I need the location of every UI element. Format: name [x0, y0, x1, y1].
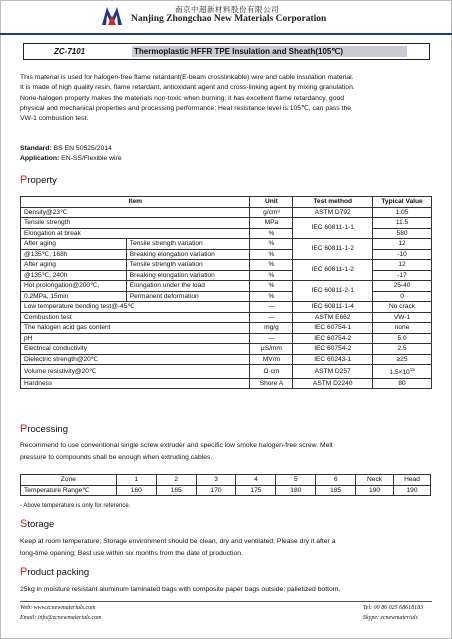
- item-cell: Tensile strength: [21, 218, 250, 229]
- processing-heading: [20, 423, 68, 435]
- value-cell: 12: [373, 260, 432, 271]
- temperature-footnote: - Above temperature is only for reference.: [20, 503, 131, 509]
- method-cell: ASTM E662: [293, 312, 373, 323]
- sub-item-cell: Tensile strength variation: [126, 260, 250, 271]
- company-logo-icon: [100, 5, 124, 27]
- standard-value: BS EN 50525/2014: [53, 145, 112, 152]
- storage-heading: [20, 518, 54, 530]
- unit-cell: mg/g: [250, 323, 293, 334]
- heading-initial: P: [20, 174, 28, 186]
- table-row: [21, 333, 432, 344]
- item-cell: Hardness: [21, 378, 250, 389]
- property-heading: [20, 174, 57, 186]
- heading-initial: P: [20, 423, 28, 435]
- method-cell: IEC 60811-2-1: [293, 281, 373, 302]
- item-cell: Electrical conductivity: [21, 344, 250, 355]
- temperature-cell: 175: [236, 485, 276, 496]
- heading-rest: torage: [27, 519, 55, 530]
- temperature-row: [21, 485, 431, 496]
- unit-cell: %: [250, 270, 293, 281]
- temperature-cell: 190: [356, 485, 394, 496]
- heading-initial: S: [20, 518, 28, 530]
- footer-web: Web: www.zcnewmaterials.com: [20, 605, 96, 611]
- footer-left: [20, 604, 102, 623]
- method-cell: IEC 60754-2: [293, 344, 373, 355]
- sub-item-cell: Permanent deformation: [126, 291, 250, 302]
- unit-cell: —: [250, 312, 293, 323]
- heading-rest: roduct packing: [27, 567, 90, 578]
- table-row: [21, 260, 432, 271]
- intro-paragraph: [20, 73, 434, 124]
- value-cell: 12: [373, 239, 432, 250]
- processing-line: pressure to compounds shall be enough when extruding cables.: [20, 453, 213, 461]
- header-rule: [0, 33, 452, 35]
- unit-cell: %: [250, 228, 293, 239]
- standard-line: [20, 144, 122, 154]
- value-cell: 11.5: [373, 218, 432, 229]
- table-row: [21, 302, 432, 313]
- method-cell: IEC 60811-1-2: [293, 260, 373, 281]
- temperature-cell: 165: [156, 485, 196, 496]
- item-cell: Low temperature bending test@-45℃: [21, 302, 250, 313]
- item-cell: @135℃, 168h: [21, 249, 127, 260]
- zone-cell: Neck: [356, 475, 394, 486]
- unit-cell: —: [250, 333, 293, 344]
- item-cell: 0.2MPa, 15min: [21, 291, 127, 302]
- title-box: [23, 43, 430, 60]
- unit-cell: %: [250, 291, 293, 302]
- zone-cell: 4: [236, 475, 276, 486]
- zone-label-cell: Zone: [21, 475, 117, 486]
- item-cell: Dielectric strength@20℃: [21, 354, 250, 365]
- method-cell: IEC 60811-1-4: [293, 302, 373, 313]
- sub-item-cell: Elongation under the load: [126, 281, 250, 292]
- value-base: 1.5×10: [389, 369, 410, 377]
- item-cell: Hot prolongation@200℃,: [21, 281, 127, 292]
- zone-cell: Head: [394, 475, 431, 486]
- intro-line: It is made of high quality resin, flame retardant, antioxidant agent and cross-linking agent by mixing granulation.: [20, 84, 355, 92]
- method-cell: ASTM D257: [293, 365, 373, 379]
- footer-rule: [20, 601, 432, 602]
- footer-email: Email: info@zcnewmaterials.com: [20, 614, 102, 621]
- temperature-cell: 190: [394, 485, 431, 496]
- unit-cell: MV/m: [250, 354, 293, 365]
- table-row: [21, 207, 432, 218]
- standard-block: [20, 144, 122, 165]
- standard-label: Standard:: [20, 145, 52, 152]
- item-cell: Volume resistivity@20℃: [21, 365, 250, 379]
- zone-cell: 2: [156, 475, 196, 486]
- method-cell: IEC 60811-1-2: [293, 239, 373, 260]
- company-name-en: Nanjing Zhongchao New Materials Corporation: [131, 14, 327, 24]
- heading-rest: roperty: [27, 175, 57, 186]
- temperature-cell: 180: [276, 485, 316, 496]
- header: [0, 0, 452, 36]
- company-name-cn: 南京中超新材料股份有限公司: [175, 5, 279, 14]
- item-cell: After aging: [21, 239, 127, 250]
- sub-item-cell: Breaking elongation variation: [126, 270, 250, 281]
- table-row: [21, 378, 432, 389]
- property-table: [20, 196, 432, 389]
- table-row: [21, 218, 432, 229]
- zone-cell: 5: [276, 475, 316, 486]
- intro-line: physical and mechanical properties and processing performance; Heat resistance level is 105℃, can pass the: [20, 104, 352, 112]
- unit-cell: %: [250, 281, 293, 292]
- table-row: [21, 365, 432, 379]
- intro-line: This material is used for halogen-free flame retardant(E-beam crosslinkable) wire and cable insulation material.: [20, 74, 354, 81]
- footer-tel: Tel: 00 86 025 68618183: [363, 605, 424, 611]
- unit-cell: g/cm³: [250, 207, 293, 218]
- value-cell: 80: [373, 378, 432, 389]
- application-value: EN-SS/Flexible wire: [61, 155, 122, 163]
- item-cell: The halogen acid gas content: [21, 323, 250, 334]
- method-cell: IEC 60754-2: [293, 333, 373, 344]
- method-cell: IEC 60754-1: [293, 323, 373, 334]
- value-cell: 25-40: [373, 281, 432, 292]
- value-cell: [373, 365, 432, 379]
- item-cell: pH: [21, 333, 250, 344]
- sub-item-cell: Tensile strength variation: [126, 239, 250, 250]
- col-header-unit: Unit: [250, 197, 293, 208]
- product-code: ZC-7101: [54, 47, 86, 56]
- heading-rest: rocessing: [27, 424, 69, 435]
- value-cell: 580: [373, 228, 432, 239]
- footer-skype: Skype: zcnewmaterials: [363, 614, 418, 621]
- unit-cell: %: [250, 239, 293, 250]
- product-name: Thermoplastic HFFR TPE Insulation and Sheath(105℃): [132, 46, 407, 57]
- storage-line: Keep at room temperature; Storage environment should be clean, dry and ventilated; Please dry it after a: [20, 538, 336, 545]
- value-cell: -10: [373, 249, 432, 260]
- processing-paragraph: [20, 440, 434, 463]
- storage-paragraph: [20, 536, 434, 559]
- unit-cell: %: [250, 249, 293, 260]
- unit-cell: —: [250, 302, 293, 313]
- heading-initial: P: [20, 566, 28, 578]
- item-cell: Elongation at break: [21, 228, 250, 239]
- table-row: [21, 354, 432, 365]
- temperature-label-cell: Temperature Range℃: [21, 485, 117, 496]
- value-cell: 2.5: [373, 344, 432, 355]
- col-header-method: Test method: [293, 197, 373, 208]
- method-cell: IEC 60811-1-1: [293, 218, 373, 239]
- table-row: [21, 323, 432, 334]
- application-label: Application:: [20, 155, 60, 163]
- zone-cell: 1: [116, 475, 156, 486]
- table-row: [21, 312, 432, 323]
- table-row: [21, 344, 432, 355]
- intro-line: VW-1 combustion test.: [20, 115, 89, 123]
- item-cell: @135℃, 240h: [21, 270, 127, 281]
- col-header-value: Typical Value: [373, 197, 432, 208]
- temperature-cell: 160: [116, 485, 156, 496]
- zone-cell: 6: [316, 475, 356, 486]
- temperature-cell: 170: [196, 485, 236, 496]
- table-row: [21, 239, 432, 250]
- unit-cell: Shore A: [250, 378, 293, 389]
- application-line: [20, 154, 122, 164]
- intro-line: None-halogen property makes the materials non-toxic when burning; it has excellent flame retardancy, good: [20, 94, 345, 102]
- value-cell: 1.05: [373, 207, 432, 218]
- item-cell: Combustion test: [21, 312, 250, 323]
- footer-right: [363, 604, 423, 623]
- value-cell: 5.0: [373, 333, 432, 344]
- zone-cell: 3: [196, 475, 236, 486]
- value-cell: VW-1: [373, 312, 432, 323]
- value-cell: none: [373, 323, 432, 334]
- method-cell: IEC 60243-1: [293, 354, 373, 365]
- unit-cell: %: [250, 260, 293, 271]
- method-cell: ASTM D792: [293, 207, 373, 218]
- unit-cell: MPa: [250, 218, 293, 229]
- method-cell: ASTM D2240: [293, 378, 373, 389]
- item-cell: Density@23℃: [21, 207, 250, 218]
- col-header-item: Item: [21, 197, 250, 208]
- sub-item-cell: Breaking elongation variation: [126, 249, 250, 260]
- value-cell: 0: [373, 291, 432, 302]
- packing-heading: [20, 566, 89, 578]
- storage-line: long-time opening; Best use within six months from the date of production.: [20, 549, 243, 557]
- processing-line: Recommend to use conventional single screw extruder and specific low smoke halogen-free screw. Melt: [20, 442, 333, 449]
- table-row: [21, 281, 432, 292]
- temperature-cell: 185: [316, 485, 356, 496]
- value-exponent: 15: [409, 367, 415, 372]
- unit-cell: μS/mm: [250, 344, 293, 355]
- value-cell: -17: [373, 270, 432, 281]
- packing-paragraph: 25kg in moisture resistant aluminum laminated bags with composite paper bags outside; palletized bottom.: [20, 586, 341, 593]
- zone-header-row: [21, 475, 431, 486]
- table-header-row: [21, 197, 432, 208]
- processing-temperature-table: [20, 474, 431, 496]
- item-cell: After aging: [21, 260, 127, 271]
- value-cell: No crack: [373, 302, 432, 313]
- value-cell: ≥25: [373, 354, 432, 365]
- unit-cell: Ω·cm: [250, 365, 293, 379]
